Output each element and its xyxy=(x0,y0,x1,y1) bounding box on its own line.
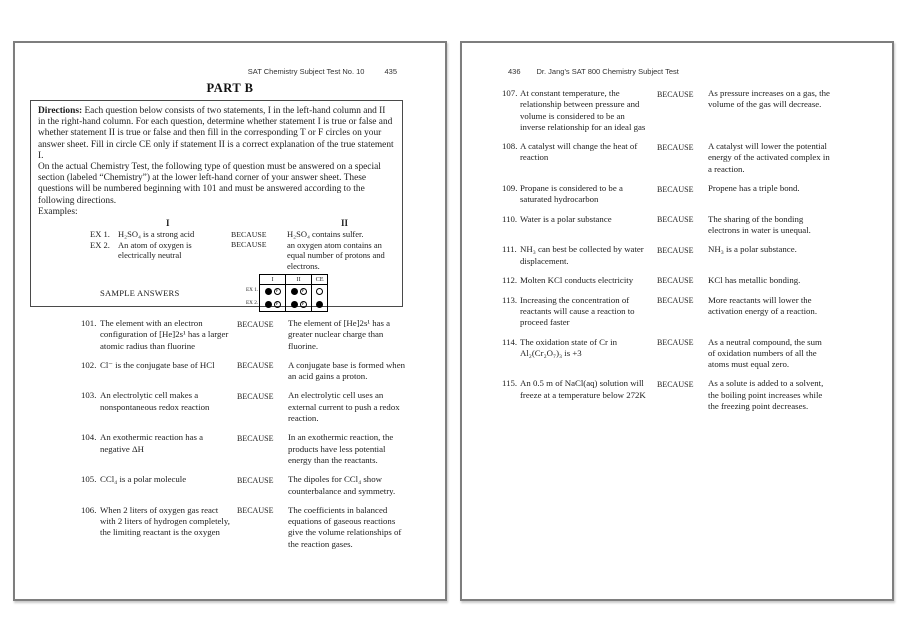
question-number: 109. xyxy=(502,183,518,194)
because-label: BECAUSE xyxy=(657,245,694,255)
because-label: BECAUSE xyxy=(237,361,274,371)
question-row xyxy=(502,141,830,175)
question-row xyxy=(81,390,405,424)
question-number: 108. xyxy=(502,141,518,152)
running-head xyxy=(248,67,397,76)
question-row xyxy=(502,275,830,287)
because-label: BECAUSE xyxy=(657,89,694,99)
question-statement-ii: As pressure increases on a gas, the volume of the gas will decrease. xyxy=(708,88,830,110)
grid-header-i: I xyxy=(260,275,286,285)
column-ii-header: II xyxy=(341,218,349,229)
question-row xyxy=(81,505,405,550)
question-statement-i: An 0.5 m of NaCl(aq) solution will freeze at a temperature below 272K xyxy=(520,378,646,400)
example-row xyxy=(90,240,395,271)
f-circle-open: F xyxy=(274,301,281,308)
f-circle-open: F xyxy=(300,301,307,308)
example-column-headers xyxy=(38,218,395,229)
because-label: BECAUSE xyxy=(657,338,694,348)
book-page-right xyxy=(460,41,894,601)
question-number: 114. xyxy=(502,336,518,347)
question-statement-i: A catalyst will change the heat of reaction xyxy=(520,141,638,163)
question-statement-i: The element with an electron configuration of [He]2s¹ has a larger atomic radius than fluorine xyxy=(100,318,229,351)
question-statement-ii: The coefficients in balanced equations of gaseous reactions give the volume relationships of the reaction gases. xyxy=(288,504,402,549)
question-number: 102. xyxy=(81,359,97,370)
question-row xyxy=(81,432,405,466)
question-number: 110. xyxy=(502,213,518,224)
question-statement-i: At constant temperature, the relationship between pressure and volume is considered to be an inverse relationship for an ideal gas xyxy=(520,88,646,132)
because-label: BECAUSE xyxy=(657,379,694,389)
examples-label: Examples: xyxy=(38,206,78,217)
question-statement-ii: The sharing of the bonding electrons in water is unequal. xyxy=(708,213,811,235)
example-statement-ii: an oxygen atom contains an equal number of protons and electrons. xyxy=(287,239,385,271)
grid-header-row xyxy=(260,275,327,285)
page-number: 435 xyxy=(384,67,397,76)
directions-paragraph xyxy=(38,106,395,162)
running-head xyxy=(508,67,679,76)
because-label: BECAUSE xyxy=(237,506,274,516)
t-circle-filled xyxy=(265,288,272,295)
because-label: BECAUSE xyxy=(231,240,267,250)
question-statement-i: The oxidation state of Cr in Al₂(Cr₂O₇)₃ is +3 xyxy=(520,336,617,358)
question-statement-i: Cl⁻ is the conjugate base of HCl xyxy=(100,359,215,370)
question-row xyxy=(502,88,830,133)
running-head-title: Dr. Jang's SAT 800 Chemistry Subject Test xyxy=(536,67,679,76)
question-number: 112. xyxy=(502,274,518,285)
example-statement-i: H₂SO₄ is a strong acid xyxy=(118,229,195,240)
question-statement-ii: KCl has metallic bonding. xyxy=(708,274,801,285)
question-number: 106. xyxy=(81,504,97,515)
question-statement-ii: NH₃ is a polar substance. xyxy=(708,244,797,255)
grid-cell-ce xyxy=(312,285,327,298)
question-statement-i: Increasing the concentration of reactants will cause a reaction to proceed faster xyxy=(520,294,635,328)
grid-cell-ce xyxy=(312,298,327,311)
grid-row-ex2 xyxy=(260,298,327,311)
grid-row-labels xyxy=(246,284,258,312)
question-number: 111. xyxy=(502,244,517,255)
grid-header-ii: II xyxy=(286,275,312,285)
question-statement-ii: In an exothermic reaction, the products have less potential energy than the reactants. xyxy=(288,432,394,465)
question-row xyxy=(502,337,830,371)
example-label: EX 2. xyxy=(90,239,110,250)
question-number: 104. xyxy=(81,432,97,443)
answer-grid-table xyxy=(259,274,328,312)
question-row xyxy=(502,378,830,412)
question-statement-i: Water is a polar substance xyxy=(520,213,612,224)
ce-circle-open xyxy=(316,288,323,295)
question-row xyxy=(81,318,405,352)
example-statement-i: An atom of oxygen is electrically neutral xyxy=(118,239,192,261)
sample-answers-label: SAMPLE ANSWERS xyxy=(100,288,180,299)
question-number: 115. xyxy=(502,378,518,389)
book-page-left xyxy=(13,41,447,601)
question-statement-i: CCl₄ is a polar molecule xyxy=(100,474,187,485)
question-statement-ii: An electrolytic cell uses an external current to push a redox reaction. xyxy=(288,390,400,424)
because-label: BECAUSE xyxy=(657,276,694,286)
grid-cell-i xyxy=(260,298,286,311)
because-label: BECAUSE xyxy=(231,229,267,239)
part-title: PART B xyxy=(206,81,254,95)
question-statement-ii: A conjugate base is formed when an acid gains a proton. xyxy=(288,359,406,382)
f-circle-open: F xyxy=(274,288,281,295)
because-label: BECAUSE xyxy=(237,391,274,401)
question-statement-ii: The dipoles for CCl₄ show counterbalance and symmetry. xyxy=(288,474,396,496)
question-statement-i: NH₃ can best be collected by water displacement. xyxy=(520,244,644,266)
question-statement-ii: The element of [He]2s¹ has a greater nuclear charge than fluorine. xyxy=(288,318,391,351)
because-label: BECAUSE xyxy=(237,475,274,485)
question-statement-ii: As a solute is added to a solvent, the boiling point increases while the freezing point decreases. xyxy=(708,378,824,412)
grid-cell-ii xyxy=(286,285,312,298)
example-statement-ii: H₂SO₄ contains sulfer. xyxy=(287,229,364,240)
question-statement-ii: More reactants will lower the activation energy of a reaction. xyxy=(708,294,818,316)
directions-box xyxy=(30,100,403,307)
question-statement-ii: Propene has a triple bond. xyxy=(708,183,800,194)
question-statement-i: An electrolytic cell makes a nonspontaneous redox reaction xyxy=(100,390,210,412)
question-row xyxy=(81,360,405,383)
question-row xyxy=(502,244,830,267)
grid-cell-i xyxy=(260,285,286,298)
question-number: 107. xyxy=(502,88,518,98)
question-statement-i: An exothermic reaction has a negative ΔH xyxy=(100,432,204,454)
question-statement-i: Molten KCl conducts electricity xyxy=(520,274,634,285)
t-circle-filled xyxy=(265,301,272,308)
question-number: 103. xyxy=(81,390,97,401)
grid-header-ce: CE xyxy=(312,275,327,285)
question-statement-i: When 2 liters of oxygen gas react with 2 liters of hydrogen completely, the limiting reactant is the oxygen xyxy=(100,504,230,538)
because-label: BECAUSE xyxy=(657,142,694,152)
example-label: EX 1. xyxy=(90,229,110,240)
question-number: 101. xyxy=(81,318,97,328)
question-statement-ii: As a neutral compound, the sum of oxidation numbers of all the atoms must equal zero. xyxy=(708,336,822,370)
grid-row-label: EX 2. xyxy=(246,300,259,307)
t-circle-filled xyxy=(291,288,298,295)
f-circle-open: F xyxy=(300,288,307,295)
grid-row-ex1 xyxy=(260,285,327,298)
running-head-title: SAT Chemistry Subject Test No. 10 xyxy=(247,67,365,76)
question-statement-ii: A catalyst will lower the potential energy of the activated complex in a reaction. xyxy=(708,141,830,174)
grid-cell-ii xyxy=(286,298,312,311)
question-row xyxy=(502,214,830,237)
question-row xyxy=(502,295,830,329)
question-statement-i: Propane is considered to be a saturated hydrocarbon xyxy=(520,183,623,205)
question-number: 113. xyxy=(502,294,518,305)
question-list xyxy=(81,318,405,558)
question-list xyxy=(502,88,830,420)
grid-row-label: EX 1. xyxy=(246,287,259,294)
question-number: 105. xyxy=(81,474,97,485)
question-row xyxy=(502,183,830,206)
column-i-header: I xyxy=(166,218,170,229)
because-label: BECAUSE xyxy=(657,215,694,225)
t-circle-filled xyxy=(291,301,298,308)
because-label: BECAUSE xyxy=(237,433,274,443)
ce-circle-filled xyxy=(316,301,323,308)
sample-answer-grid xyxy=(246,274,328,312)
directions-label: Directions: xyxy=(38,106,83,116)
page-number: 436 xyxy=(508,67,521,76)
directions-paragraph-2: On the actual Chemistry Test, the following type of question must be answered on a special section (labeled “Chemistry”) at the lower left-hand corner of your answer sheet. These questions will be numbered beginning with 101 and must be answered according to the following directions. xyxy=(38,162,381,206)
directions-text: Each question below consists of two statements, I in the left-hand column and II in the right-hand column. For each question, determine whether statement I is true or false and whether statement II is true or false and then fill in the corresponding T or F circles on your answer sheet. Fill in circle CE only if statement II is a correct explanation of the true statement I. xyxy=(38,106,394,161)
because-label: BECAUSE xyxy=(657,296,694,306)
because-label: BECAUSE xyxy=(657,184,694,194)
sample-answers-section xyxy=(100,274,395,312)
question-row xyxy=(81,474,405,497)
because-label: BECAUSE xyxy=(237,319,274,329)
example-row xyxy=(90,229,395,240)
